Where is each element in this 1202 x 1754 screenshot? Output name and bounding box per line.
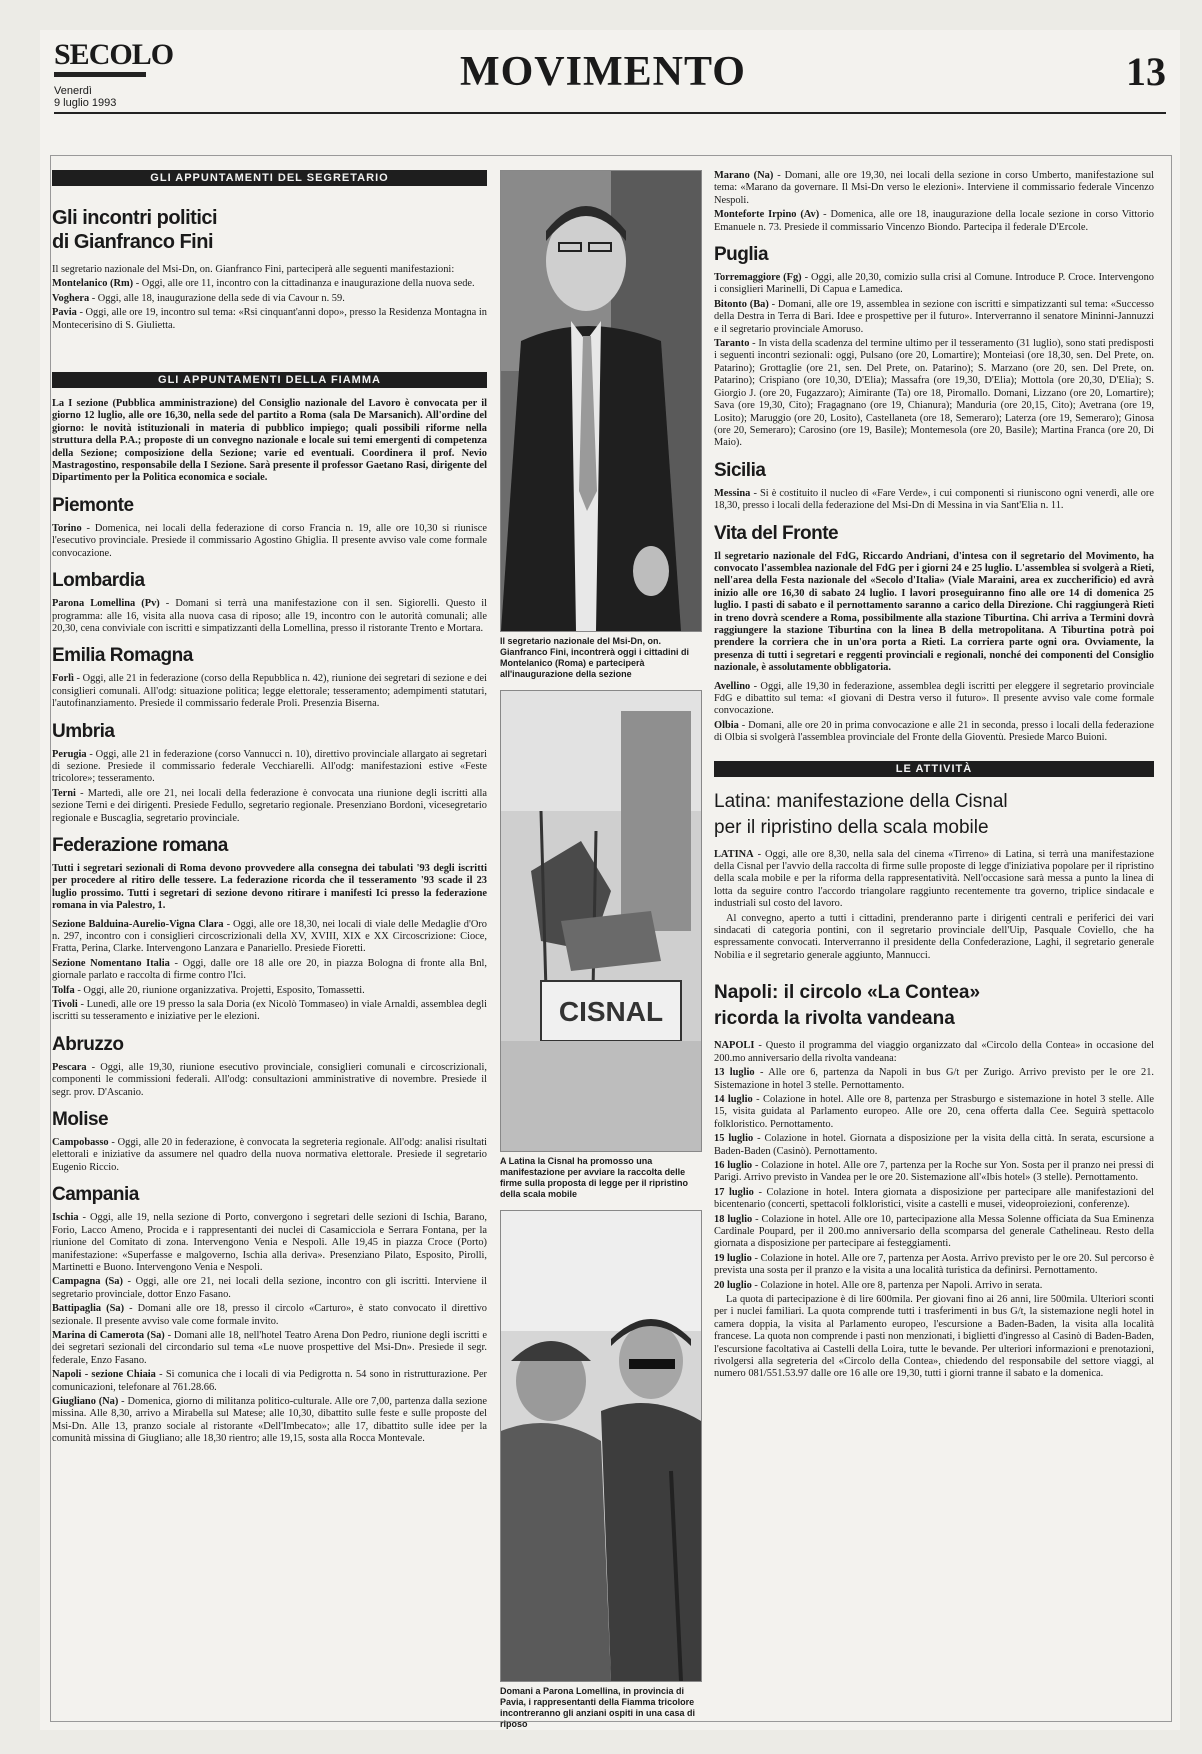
- notice-item: [52, 523, 487, 560]
- fronte-bold-paragraph: Il segretario nazionale del FdG, Riccardo Andriani, d'intesa con il segretario del Movimento, ha convocato l'assemblea nazionale del FdG per i giorni 24 e 25 luglio. L'assemblea si svolgerà a Rieti, nell'area della Festa nazionale del «Secolo d'Italia» (Viale Maraini, area ex zuccherificio) ed avrà inizio alle ore 16,30 di sabato 24 luglio. I lavori proseguiranno fino alle ore 14 di domenica 25 luglio. I pasti di sabato e il pernottamento saranno a carico della Direzione. Chi raggiungerà Rieti in treno dovrà scendere a Roma, possibilmente alla stazione Tiburtina. Chi arriva a Termini dovrà raggiungere la stazione Tiburtina con la linea B della metropolitana. A Tiburtina potrà poi prendere la corriera che in un'ora porta a Rieti. La corriera parte ogni ora. Ovviamente, la presenza di tutti i segretari e reggenti provinciali e regionali, nonché dei componenti del Consiglio nazionale, è assolutamente obbligatoria.: [714, 550, 1154, 674]
- notice-place: Campobasso: [52, 1137, 109, 1149]
- notice-text: - Domani alle ore 18, presso il circolo «Carturo», è stato convocato il direttivo sezionale. Il presente avviso vale come formale invito.: [52, 1303, 487, 1327]
- napoli-intro: [714, 1040, 1154, 1065]
- intro-paragraph: Il segretario nazionale del Msi-Dn, on. Gianfranco Fini, parteciperà alle seguenti manifestazioni:: [52, 264, 455, 275]
- title-line: Gli incontri politici: [52, 207, 218, 229]
- region-items: [52, 1062, 487, 1099]
- photo-caption: Il segretario nazionale del Msi-Dn, on. Gianfranco Fini, incontrerà oggi i cittadini di Montelanico (Roma) e parteciperà all'inaugurazione della sezione: [500, 636, 690, 679]
- notice-place: Monteforte Irpino (Av): [714, 209, 820, 221]
- notice-place: Napoli - sezione Chiaia: [52, 1369, 156, 1381]
- region-heading: Umbria: [52, 720, 115, 742]
- notice-item: [52, 788, 487, 825]
- anziani-photo: [500, 1210, 702, 1682]
- notice-place: 15 luglio: [714, 1133, 754, 1145]
- section-title: MOVIMENTO: [460, 49, 746, 95]
- notice-text: - Domenica, nei locali della federazione di corso Francia n. 19, alle ore 10,30 si riunisce l'esecutivo provinciale. Presiede il commissario Agostino Ghiglia. Il presente avviso vale come formale convocazione.: [52, 522, 487, 559]
- notice-text: - Colazione in hotel. Alle ore 7, partenza per Aosta. Arrivo previsto per le ore 20. Sul percorso è prevista una sosta per il pranzo e la visita a una località turistica da definirsi. Pernottamento.: [714, 1252, 1154, 1277]
- notice-item: [52, 1330, 487, 1367]
- notice-place: Taranto: [714, 338, 750, 350]
- region-heading: Campania: [52, 1184, 139, 1206]
- title-line: di Gianfranco Fini: [52, 231, 214, 253]
- paragraph-text: - Oggi, alle ore 8,30, nella sala del cinema «Tirreno» di Latina, si terrà una manifestazione della Cisnal per l'avvio della raccolta di firme sulle proposte di legge d'iniziativa popolare per il ripristino della scala mobile e per la riforma della rappresentatività. Nell'occasione sarà messa a punto la linea di lotta da seguire contro l'accordo triangolare raggiunto recentemente tra governo, triplice sindacale e industriali sul costo del lavoro.: [714, 848, 1154, 910]
- notice-text: - Oggi, alle ore 19, incontro sul tema: «Rsi cinquant'anni dopo», presso la Residenza Montagna in Montecerisino di S. Giulietta.: [52, 307, 487, 331]
- napoli-closing: La quota di partecipazione è di lire 600mila. Per giovani fino ai 26 anni, lire 500mila. Ulteriori sconti per i nuclei familiari. La quota comprende tutti i trasferimenti in bus G/t, la sistemazione negli hotel in camera doppia, la visita al Parlamento europeo, l'escursione a Baden-Baden, la visita alla località francese. La quota non comprende i pasti non menzionati, i biglietti d'ingresso al Casinò di Baden-Baden, l'escursione facoltativa ai Castelli della Loira, tutte le bevande. Per ulteriori informazioni e prenotazioni, rivolgersi alla segreteria del «Circolo della Contea», chiedendo del responsabile del settore viaggi, al numero 081/551.53.97 dalle ore 16 alle ore 19,30, tutti i giorni tranne il sabato e la domenica.: [714, 1294, 1154, 1380]
- notice-text: - Martedì, alle ore 21, nei locali della federazione è convocata una riunione degli iscritti alla sezione Terni e dei dirigenti. Presiede Fedullo, segretario regionale. Presenziano Bordoni, vicesegretario regionale e Buscaglia, segretario provinciale.: [52, 787, 487, 824]
- section-band: GLI APPUNTAMENTI DELLA FIAMMA: [52, 372, 487, 388]
- notice-item: [52, 1369, 487, 1394]
- notice-item: [52, 999, 487, 1024]
- notice-item: [52, 278, 487, 290]
- notice-place: Messina: [714, 487, 751, 499]
- article-title: [52, 206, 487, 254]
- newspaper-page: [40, 30, 1180, 1730]
- banner-text: CISNAL: [558, 996, 664, 1027]
- notice-place: Ischia: [52, 1212, 79, 1224]
- notice-place: Olbia: [714, 719, 739, 731]
- notice-place: Pescara: [52, 1061, 87, 1073]
- paragraph-lead: NAPOLI: [714, 1040, 755, 1052]
- notice-text: - Colazione in hotel. Alle ore 8, partenza per Strasburgo e sistemazione in hotel 3 stelle. Alle 15, visita guidata al Parlamento europeo. Alle ore 20, cena offerta dalla Cee. Seguirà spettacolo folkloristico. Pernottamento.: [714, 1093, 1154, 1130]
- latina-paragraph: [714, 849, 1154, 911]
- notice-place: Montelanico (Rm): [52, 278, 134, 290]
- notice-text: - Colazione in hotel. Giornata a disposizione per la visita della città. In serata, escursione a Baden-Baden (Casinò). Pernottamento.: [714, 1133, 1154, 1157]
- notice-item: [52, 1137, 487, 1174]
- notice-item: [714, 488, 1154, 513]
- notice-place: Terni: [52, 787, 76, 799]
- notice-text: - Domani, alle ore 19,30, nei locali della sezione in corso Umberto, manifestazione sul tema: «Marano da governare. Il Msi-Dn verso le elezioni». Interviene il commissario federale Vincenzo Nespoli.: [714, 170, 1154, 206]
- notice-text: - Oggi, alle 20, riunione organizzativa. Projetti, Esposito, Tomassetti.: [74, 984, 365, 996]
- photo-column: [500, 170, 700, 1740]
- notice-text: - Colazione in hotel. Alle ore 10, partecipazione alla Messa Solenne officiata da Sua Eminenza Cardinale Poupard, per il 200.mo anniversario della scomparsa del generale Cathelineau. Resto della giornata a disposizione per partecipare ai festeggiamenti.: [714, 1213, 1154, 1250]
- region-heading: Molise: [52, 1109, 109, 1131]
- notice-item: [714, 338, 1154, 450]
- notice-place: Avellino: [714, 680, 751, 692]
- notice-item: [714, 209, 1154, 234]
- notice-item: [52, 985, 487, 997]
- notice-item: [714, 1133, 1154, 1158]
- napoli-headline: [714, 980, 1154, 1032]
- masthead: [54, 38, 174, 109]
- notice-item: [714, 1094, 1154, 1131]
- roma-items: [52, 919, 487, 1024]
- notice-place: Tolfa: [52, 984, 75, 996]
- fronte-items: [714, 681, 1154, 745]
- notice-item: [714, 1280, 1154, 1292]
- notice-text: - Oggi, alle ore 21, nei locali della sezione, incontro con gli iscritti. Interviene il segretario provinciale, dottor Enzo Fasano.: [52, 1276, 487, 1300]
- notice-text: - Oggi, alle 21 in federazione (corso Vannucci n. 10), direttivo provinciale allargato ai segretari di sezione. Presiede il commissario federale Vecchiarelli. All'odg: manifestazioni estive «Feste tricolore»; tesseramento.: [52, 748, 487, 785]
- notice-text: - Oggi, alle 20 in federazione, è convocata la segreteria regionale. All'odg: analisi risultati elettorali e iniziative da assumere nel quadro della nuova normativa elettorale. Presiede il segretario Eugenio Riccio.: [52, 1137, 487, 1173]
- logo-bar: [54, 72, 146, 77]
- region-heading: Lombardia: [52, 570, 145, 592]
- notice-item: [714, 1214, 1154, 1251]
- notice-place: Sezione Nomentano Italia: [52, 957, 170, 969]
- puglia-items: [714, 272, 1154, 450]
- headline-line: per il ripristino della scala mobile: [714, 816, 989, 838]
- region-heading: Vita del Fronte: [714, 522, 839, 544]
- notice-text: - Domenica, alle ore 18, inaugurazione della locale sezione in corso Vittorio Emanuele n. 73. Presiede il commissario Vincenzo Biondo. Partecipa il federale D'Ercole.: [714, 209, 1154, 233]
- notice-text: - Colazione in hotel. Alle ore 8, partenza per Napoli. Arrivo in serata.: [751, 1279, 1043, 1291]
- regions-list: [52, 495, 487, 825]
- region-items: [52, 598, 487, 635]
- notice-text: - Colazione in hotel. Alle ore 7, partenza per la Roche sur Yon. Sosta per il pranzo nei pressi di Parigi. Arrivo previsto in Vandea per le ore 20. Sistemazione all'«Ibis hotel» (3 stelle). Pernottamento.: [714, 1159, 1154, 1184]
- paragraph-text: - Questo il programma del viaggio organizzato dal «Circolo della Contea» in occasione del 200.mo anniversario della rivolta vandeana:: [714, 1040, 1154, 1064]
- notice-text: - Oggi, alle 18, inaugurazione della sede di via Cavour n. 59.: [89, 292, 345, 304]
- notice-text: - Oggi, alle 21 in federazione (corso della Repubblica n. 42), riunione dei segretari di sezione e dei consiglieri comunali. All'odg: situazione politica; legge elettorale; tesseramento; adempimenti statutari, l'autofinanziamento. Presiede il commissario federale Proli. Presenzia Biserna.: [52, 673, 487, 710]
- notice-text: - Oggi, alle ore 11, incontro con la cittadinanza e inaugurazione della nuova sede.: [133, 278, 475, 290]
- region-items: [52, 673, 487, 710]
- notice-place: 18 luglio: [714, 1213, 753, 1225]
- notice-item: [52, 598, 487, 635]
- roma-bold-paragraph: Tutti i segretari sezionali di Roma devono provvedere alla consegna dei tabulati '93 degli iscritti per procedere al ritiro delle tessere. La federazione ricorda che il tesseramento '93 scade il 23 luglio prossimo. Tutti i segretari di sezione devono ritirare i manifesti Ici presso la federazione romana in via Palestro, 1.: [52, 862, 487, 912]
- notice-text: - Domenica, giorno di militanza politico-culturale. Alle ore 7,00, partenza dalla sezione missina. Alle 8,30, arrivo a Mirabella sul Matese; alle 10,30, dibattito sulle feste e sulle proposte del Msi-Dn. Alle 13, pranzo sociale al ristorante «Dell'Imbecato»; alle 17, dibattito sulle idee per la comunità missina di Giugliano; alle 18,30 rientro; alle 19,15, sosta alla Rocca Montevale.: [52, 1395, 487, 1445]
- notice-item: [714, 681, 1154, 718]
- region-heading: Sicilia: [714, 459, 766, 481]
- notice-place: 19 luglio: [714, 1252, 752, 1264]
- napoli-items: [714, 1067, 1154, 1292]
- notice-text: - Oggi, alle 19,30 in federazione, assemblea degli iscritti per eleggere il segretario provinciale FdG e dibattito sul tema: «I giovani di Destra verso il futuro». Il presente avviso vale come formale convocazione.: [714, 680, 1154, 717]
- photo-caption: A Latina la Cisnal ha promosso una manifestazione per avviare la raccolta delle firme sulla proposta di legge per il ripristino della scala mobile: [500, 1156, 689, 1199]
- region-heading: Puglia: [714, 244, 769, 266]
- headline-line: Latina: manifestazione della Cisnal: [714, 790, 1008, 812]
- newspaper-logo: SECOLO: [54, 38, 174, 71]
- notice-text: - In vista della scadenza del termine ultimo per il tesseramento (31 luglio), sono stati predisposti i seguenti incontri sezionali: oggi, Pulsano (ore 20, Lomartire); Monteiasi (ore 18,30, sen. Del Prete, on. Patarino); Grottaglie (ore 21, sen. Del Prete, on. Patarino); S. Marzano (ore 20, sen. Del Prete, on. Patarino); Crispiano (ore 10,30, D'Elia); Massafra (ore 19,30, D'Elia); Mottola (ore 20,30, D'Elia); S. Giorgio J. (ore 20, Fugazzaro); Aimirante (Ta) ore 18, Piromallo. Domani, Lizzano (ore 20, Lomartire); Sava (ore 19,30, Cito); Fragagnano (ore 19, Chianura); Manduria (ore 20,15, Cito); Avetrana (ore 19, Losito); Maruggio (ore 20, Losito), Castellaneta (ore 18, Semeraro); Laterza (ore 19, Semeraro); Ginosa (ore 20, Semeraro); Carosino (ore 19, Basile); Montemesola (ore 20, Basile); Martina Franca (ore 20, Di Maio).: [714, 338, 1154, 449]
- notice-place: Forlì: [52, 673, 74, 685]
- section-band: GLI APPUNTAMENTI DEL SEGRETARIO: [52, 170, 487, 186]
- page-number: 13: [1126, 49, 1166, 94]
- notice-text: - Domani si terrà una manifestazione con il sen. Sigiorelli. Questo il programma: alle 16, visita alla nuova casa di riposo; alle 19, incontro con le autorità comunali; alle 20,30, cena conviviale con iscritti e simpatizzanti della Lomellina, presso il ristorante Trento e Mortara.: [52, 598, 487, 634]
- notice-text: - Si comunica che i locali di via Pedigrotta n. 54 sono in ristrutturazione. Per comunicazioni, telefonare al 761.28.66.: [52, 1369, 488, 1393]
- notice-item: [714, 1160, 1154, 1185]
- notice-item: [52, 1303, 487, 1328]
- notice-item: [52, 1212, 487, 1274]
- notice-place: Campagna (Sa): [52, 1276, 123, 1288]
- sicilia-items: [714, 488, 1154, 513]
- notice-text: - Domani, alle ore 20 in prima convocazione e alle 21 in seconda, presso i locali della federazione di Olbia si svolgerà l'assemblea provinciale del Fronte della Gioventù. Presiede Marco Buioni.: [714, 719, 1154, 744]
- photo-caption: Domani a Parona Lomellina, in provincia di Pavia, i rappresentanti della Fiamma tricolore incontreranno gli anziani ospiti in una casa di riposo: [500, 1686, 696, 1729]
- notice-place: Giugliano (Na): [52, 1395, 119, 1407]
- latina-headline: [714, 789, 1154, 841]
- notice-item: [714, 720, 1154, 745]
- fini-items: [52, 278, 487, 332]
- notice-item: [52, 1396, 487, 1446]
- notice-place: Voghera: [52, 292, 90, 304]
- notice-text: - Oggi, alle 19,30, riunione esecutivo provinciale, consiglieri comunali e circoscrizionali, componenti le commissioni federali. All'odg: consultazioni amministrative di novembre. Presiede il segr. prov. D'Ascanio.: [52, 1061, 487, 1098]
- latina-paragraph: Al convegno, aperto a tutti i cittadini, prenderanno parte i dirigenti centrali e periferici dei vari sindacati di categoria pontini, con il segretario provinciale dell'Uip, Pasquale Coviello, che ha espressamente convocati. Interverranno il presidente della Confederazione, Laghi, il segretario generale Nobilia e il segretario generale aggiunto, Mannucci.: [714, 912, 1154, 961]
- fini-photo: [500, 170, 702, 632]
- notice-text: - Si è costituito il nucleo di «Fare Verde», i cui componenti si riuniscono ogni venerdì, alle ore 18,30, presso i locali della federazione del Msi-Dn di Messina in via Sant'Elia n. 11.: [714, 487, 1154, 512]
- notice-place: 20 luglio: [714, 1279, 752, 1291]
- notice-item: [714, 170, 1154, 207]
- notice-item: [52, 673, 487, 710]
- fiamma-paragraph: La I sezione (Pubblica amministrazione) del Consiglio nazionale del Lavoro è convocata per il giorno 12 luglio, alle ore 16,30, nella sede del partito a Roma (sala De Marsanich). All'ordine del giorno: le novità istituzionali in materia di pubblico impiego; quali possibili riforme nella struttura della P.A.; proposte di un convegno nazionale e locale sui temi emergenti di competenza della Sezione; composizione della Sezione; varie ed eventuali. Coordinera il prof. Nevio Mastragostino, responsabile della I Sezione. Sarà presente il professor Gaetano Rasi, dirigente del Dipartimento per la Politica economica e sociale.: [52, 398, 487, 484]
- notice-text: - Domani alle 18, nell'hotel Teatro Arena Don Pedro, riunione degli iscritti e dei segretari sezionali del circondario sul tema «Le nuove prospettive del Msi-Dn». Presiede il segr. federale, Enzo Fasano.: [52, 1329, 487, 1366]
- notice-item: [714, 299, 1154, 336]
- notice-place: Marina di Camerota (Sa): [52, 1329, 165, 1341]
- left-column: [52, 170, 487, 1448]
- region-items: [52, 749, 487, 825]
- notice-place: Torremaggiore (Fg): [714, 272, 802, 284]
- notice-text: - Alle ore 6, partenza da Napoli in bus G/t per Zurigo. Arrivo previsto per le ore 21. Sistemazione in hotel 3 stelle. Pernottamento.: [714, 1067, 1154, 1091]
- paragraph-lead: LATINA: [714, 848, 754, 860]
- region-heading: Abruzzo: [52, 1033, 124, 1055]
- region-items: [52, 1212, 487, 1445]
- headline-line: Napoli: il circolo «La Contea»: [714, 982, 981, 1004]
- notice-place: 13 luglio: [714, 1067, 755, 1079]
- notice-text: - Colazione in hotel. Intera giornata a disposizione per partecipare alle manifestazioni del bicentenario (concerti, spettacoli folkloristici, visite a castelli e musei, videoproiezioni, conferenze).: [714, 1186, 1154, 1211]
- notice-place: 14 luglio: [714, 1093, 753, 1105]
- notice-item: [52, 749, 487, 786]
- notice-place: 17 luglio: [714, 1186, 754, 1198]
- notice-place: Perugia: [52, 748, 87, 760]
- notice-item: [714, 1067, 1154, 1092]
- notice-item: [52, 1062, 487, 1099]
- notice-place: Pavia: [52, 307, 77, 319]
- notice-place: 16 luglio: [714, 1159, 753, 1171]
- notice-item: [52, 1276, 487, 1301]
- notice-place: Marano (Na): [714, 170, 774, 181]
- publication-date: 9 luglio 1993: [54, 97, 117, 109]
- notice-item: [714, 1187, 1154, 1212]
- notice-place: Bitonto (Ba): [714, 298, 769, 310]
- cisnal-photo: [500, 690, 702, 1152]
- notice-item: [714, 1253, 1154, 1278]
- notice-place: Tivoli: [52, 999, 78, 1011]
- notice-item: [52, 958, 487, 983]
- notice-item: [52, 293, 487, 305]
- header-rule: [54, 112, 1166, 114]
- section-band: LE ATTIVITÀ: [714, 761, 1154, 777]
- notice-item: [52, 307, 487, 332]
- region-heading: Emilia Romagna: [52, 645, 193, 667]
- notice-text: - Oggi, alle ore 18,30, nei locali di viale delle Medaglie d'Oro n. 297, incontro con i consiglieri circoscrizionali della XV, XVIII, XIX e XX Circoscrizione: Cioce, Fratta, Perina, Clarke. Intervengono Lanzara e Panariello. Presiede Fioretti.: [52, 918, 487, 955]
- region-heading: Piemonte: [52, 494, 134, 516]
- region-heading: Federazione romana: [52, 834, 228, 856]
- right-column: [714, 170, 1154, 1383]
- notice-text: - Domani, alle ore 19, assemblea in sezione con iscritti e simpatizzanti sul tema: «Successo della Destra in Terra di Bari. Idee e prospettive per il futuro». Interverranno il senatore Mininni-Jannuzzi e il segretario provinciale Amoruso.: [714, 298, 1154, 335]
- notice-item: [52, 919, 487, 956]
- regions-list: [52, 1034, 487, 1446]
- region-items: [52, 1137, 487, 1174]
- region-items: [52, 523, 487, 560]
- notice-text: - Lunedì, alle ore 19 presso la sala Doria (ex Nicolò Tommaseo) in viale Arnaldi, assemblea degli iscritti su tesseramento e iniziative per le elezioni.: [52, 999, 487, 1023]
- notice-text: - Oggi, alle 19, nella sezione di Porto, convergono i segretari delle sezioni di Ischia, Barano, Forio, Lacco Ameno, Procida e i rappresentanti dei nuclei di Casamicciola e Serrara Fontana, per la riunione del Comitato di zona. Intervengono Venia e Nespoli. Alle 19,45 in piazza Croce (Porto) manifestazione: «Superfasse e malgoverno, Ischia alla deriva». Presenziano Pilato, Esposito, Pirolli, Martinetti e Buono. Intervengono Venia e Nespoli.: [52, 1212, 487, 1273]
- notice-place: Parona Lomellina (Pv): [52, 598, 160, 610]
- publication-day: Venerdì: [54, 85, 92, 97]
- headline-line: ricorda la rivolta vandeana: [714, 1008, 955, 1030]
- notice-place: Sezione Balduina-Aurelio-Vigna Clara: [52, 918, 224, 930]
- notice-item: [714, 272, 1154, 297]
- notice-text: - Oggi, alle 20,30, comizio sulla crisi al Comune. Introduce P. Croce. Intervengono i consiglieri Marinelli, Di Capua e Lamedica.: [714, 272, 1154, 296]
- notice-text: - Oggi, dalle ore 18 alle ore 20, in piazza Bologna di fronte alla Bnl, giornale parlato e raccolta di firme contro l'Ici.: [52, 957, 487, 982]
- notice-place: Battipaglia (Sa): [52, 1303, 125, 1315]
- notice-place: Torino: [52, 522, 82, 534]
- campania-continued: [714, 170, 1154, 234]
